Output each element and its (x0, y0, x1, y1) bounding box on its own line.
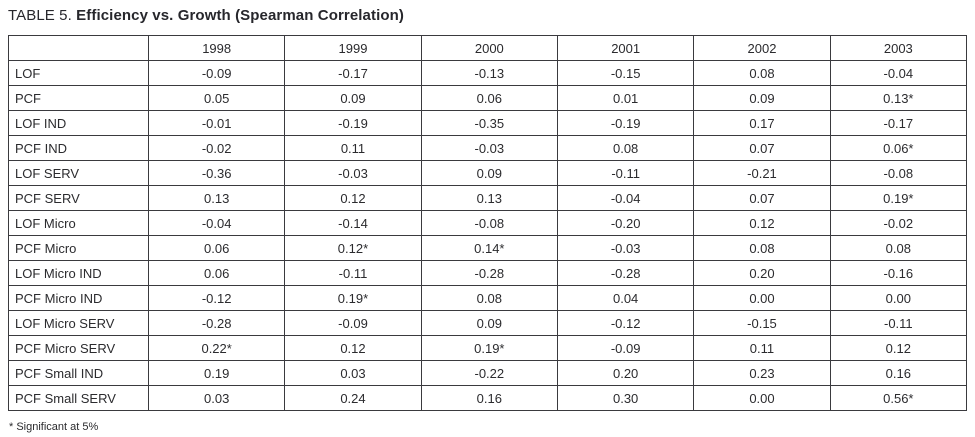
value-cell: 0.00 (830, 286, 966, 311)
row-label: LOF (9, 61, 149, 86)
table-row (9, 136, 967, 161)
spearman-correlation-table (8, 35, 967, 411)
value-cell: 0.16 (830, 361, 966, 386)
value-cell: -0.20 (557, 211, 693, 236)
value-cell: -0.04 (830, 61, 966, 86)
value-cell: -0.22 (421, 361, 557, 386)
value-cell: -0.28 (149, 311, 285, 336)
row-label: LOF Micro IND (9, 261, 149, 286)
value-cell: 0.12 (285, 186, 421, 211)
value-cell: 0.12* (285, 236, 421, 261)
table-row (9, 386, 967, 411)
value-cell: -0.04 (557, 186, 693, 211)
row-label: PCF Small SERV (9, 386, 149, 411)
value-cell: 0.13* (830, 86, 966, 111)
value-cell: 0.08 (557, 136, 693, 161)
value-cell: 0.07 (694, 136, 830, 161)
table-row (9, 311, 967, 336)
value-cell: 0.17 (694, 111, 830, 136)
table-row (9, 111, 967, 136)
value-cell: -0.19 (285, 111, 421, 136)
table-row (9, 86, 967, 111)
value-cell: -0.04 (149, 211, 285, 236)
value-cell: 0.56* (830, 386, 966, 411)
value-cell: -0.01 (149, 111, 285, 136)
row-label: PCF Small IND (9, 361, 149, 386)
value-cell: 0.16 (421, 386, 557, 411)
year-header: 2001 (557, 36, 693, 61)
year-header: 2003 (830, 36, 966, 61)
value-cell: 0.09 (285, 86, 421, 111)
value-cell: 0.07 (694, 186, 830, 211)
value-cell: 0.05 (149, 86, 285, 111)
value-cell: 0.03 (149, 386, 285, 411)
table-row (9, 61, 967, 86)
value-cell: -0.02 (149, 136, 285, 161)
value-cell: -0.13 (421, 61, 557, 86)
row-label: PCF (9, 86, 149, 111)
value-cell: 0.12 (830, 336, 966, 361)
value-cell: 0.13 (421, 186, 557, 211)
row-label: PCF Micro IND (9, 286, 149, 311)
value-cell: 0.11 (285, 136, 421, 161)
value-cell: 0.01 (557, 86, 693, 111)
value-cell: 0.00 (694, 386, 830, 411)
value-cell: 0.06* (830, 136, 966, 161)
significance-footnote: * Significant at 5% (9, 421, 99, 433)
value-cell: 0.19* (421, 336, 557, 361)
value-cell: 0.11 (694, 336, 830, 361)
value-cell: -0.12 (557, 311, 693, 336)
value-cell: -0.03 (285, 161, 421, 186)
value-cell: 0.09 (421, 311, 557, 336)
value-cell: 0.13 (149, 186, 285, 211)
value-cell: 0.19 (149, 361, 285, 386)
value-cell: 0.19* (285, 286, 421, 311)
table-row (9, 361, 967, 386)
value-cell: -0.09 (149, 61, 285, 86)
value-cell: -0.36 (149, 161, 285, 186)
value-cell: -0.11 (830, 311, 966, 336)
value-cell: 0.08 (830, 236, 966, 261)
row-label: LOF IND (9, 111, 149, 136)
table-number: TABLE 5. (8, 7, 72, 24)
value-cell: 0.12 (694, 211, 830, 236)
value-cell: -0.08 (421, 211, 557, 236)
year-header: 1999 (285, 36, 421, 61)
table-row (9, 211, 967, 236)
value-cell: 0.06 (149, 261, 285, 286)
value-cell: -0.35 (421, 111, 557, 136)
value-cell: 0.00 (694, 286, 830, 311)
value-cell: -0.19 (557, 111, 693, 136)
value-cell: -0.08 (830, 161, 966, 186)
row-label: PCF IND (9, 136, 149, 161)
value-cell: 0.20 (557, 361, 693, 386)
value-cell: 0.09 (694, 86, 830, 111)
value-cell: 0.23 (694, 361, 830, 386)
table-row (9, 286, 967, 311)
table-title (8, 6, 967, 26)
value-cell: -0.14 (285, 211, 421, 236)
table-caption: Efficiency vs. Growth (Spearman Correlation) (76, 7, 404, 24)
year-header: 2002 (694, 36, 830, 61)
value-cell: -0.02 (830, 211, 966, 236)
value-cell: 0.08 (694, 61, 830, 86)
row-label: PCF Micro (9, 236, 149, 261)
value-cell: 0.04 (557, 286, 693, 311)
year-header: 1998 (149, 36, 285, 61)
corner-cell (9, 36, 149, 61)
value-cell: 0.30 (557, 386, 693, 411)
row-label: PCF Micro SERV (9, 336, 149, 361)
value-cell: -0.09 (557, 336, 693, 361)
value-cell: 0.06 (149, 236, 285, 261)
row-label: LOF Micro SERV (9, 311, 149, 336)
value-cell: 0.09 (421, 161, 557, 186)
value-cell: -0.16 (830, 261, 966, 286)
value-cell: -0.21 (694, 161, 830, 186)
value-cell: 0.03 (285, 361, 421, 386)
value-cell: -0.12 (149, 286, 285, 311)
value-cell: -0.28 (557, 261, 693, 286)
value-cell: 0.08 (694, 236, 830, 261)
value-cell: 0.19* (830, 186, 966, 211)
table-row (9, 336, 967, 361)
row-label: PCF SERV (9, 186, 149, 211)
value-cell: 0.14* (421, 236, 557, 261)
value-cell: 0.24 (285, 386, 421, 411)
table-row (9, 261, 967, 286)
table-row (9, 161, 967, 186)
value-cell: 0.12 (285, 336, 421, 361)
value-cell: -0.15 (694, 311, 830, 336)
header-row (9, 36, 967, 61)
value-cell: 0.20 (694, 261, 830, 286)
value-cell: -0.15 (557, 61, 693, 86)
value-cell: -0.17 (285, 61, 421, 86)
value-cell: -0.11 (557, 161, 693, 186)
value-cell: -0.03 (557, 236, 693, 261)
value-cell: -0.11 (285, 261, 421, 286)
value-cell: 0.22* (149, 336, 285, 361)
value-cell: 0.08 (421, 286, 557, 311)
value-cell: -0.03 (421, 136, 557, 161)
value-cell: 0.06 (421, 86, 557, 111)
table-row (9, 236, 967, 261)
value-cell: -0.28 (421, 261, 557, 286)
row-label: LOF Micro (9, 211, 149, 236)
value-cell: -0.17 (830, 111, 966, 136)
table-row (9, 186, 967, 211)
value-cell: -0.09 (285, 311, 421, 336)
row-label: LOF SERV (9, 161, 149, 186)
year-header: 2000 (421, 36, 557, 61)
